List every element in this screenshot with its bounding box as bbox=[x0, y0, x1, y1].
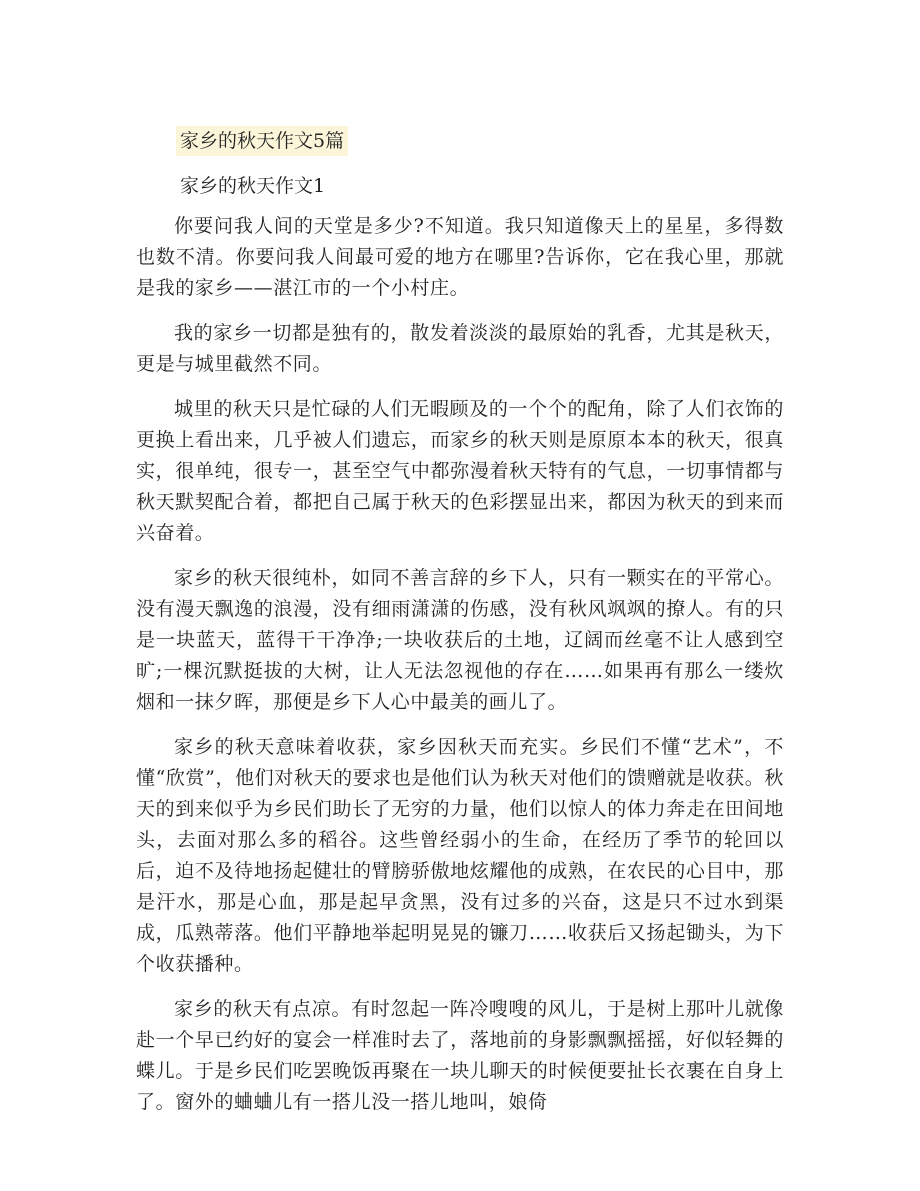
essay-subtitle: 家乡的秋天作文1 bbox=[180, 175, 326, 197]
paragraph: 你要问我人间的天堂是多少?不知道。我只知道像天上的星星，多得数也数不清。你要问我人间最可爱的地方在哪里?告诉你，它在我心里，那就是我的家乡——湛江市的一个小村庄。 bbox=[136, 215, 784, 299]
paragraph: 家乡的秋天有点凉。有时忽起一阵冷嗖嗖的风儿，于是树上那叶儿就像赴一个早已约好的宴会一样准时去了，落地前的身影飘飘摇摇，好似轻舞的蝶儿。于是乡民们吃罢晚饭再聚在一块儿聊天的时候便要扯长衣裹在自身上了。窗外的蛐蛐儿有一搭儿没一搭儿地叫，娘倚 bbox=[136, 998, 784, 1113]
essay-body bbox=[136, 211, 784, 1132]
document-title: 家乡的秋天作文5篇 bbox=[176, 126, 348, 156]
paragraph: 家乡的秋天很纯朴，如同不善言辞的乡下人，只有一颗实在的平常心。没有漫天飘逸的浪漫，没有细雨潇潇的伤感，没有秋风飒飒的撩人。有的只是一块蓝天，蓝得干干净净;一块收获后的土地，辽阔而丝毫不让人感到空旷;一棵沉默挺拔的大树，让人无法忽视他的存在……如果再有那么一缕炊烟和一抹夕晖，那便是乡下人心中最美的画儿了。 bbox=[136, 567, 784, 713]
paragraph: 城里的秋天只是忙碌的人们无暇顾及的一个个的配角，除了人们衣饰的更换上看出来，几乎被人们遗忘，而家乡的秋天则是原原本本的秋天，很真实，很单纯，很专一，甚至空气中都弥漫着秋天特有的气息，一切事情都与秋天默契配合着，都把自己属于秋天的色彩摆显出来，都因为秋天的到来而兴奋着。 bbox=[136, 398, 784, 544]
paragraph: 家乡的秋天意味着收获，家乡因秋天而充实。乡民们不懂“艺术”，不懂“欣赏”，他们对秋天的要求也是他们认为秋天对他们的馈赠就是收获。秋天的到来似乎为乡民们助长了无穷的力量，他们以惊人的体力奔走在田间地头，去面对那么多的稻谷。这些曾经弱小的生命，在经历了季节的轮回以后，迫不及待地扬起健壮的臂膀骄傲地炫耀他的成熟，在农民的心目中，那是汗水，那是心血，那是起早贪黑，没有过多的兴奋，这是只不过水到渠成，瓜熟蒂落。他们平静地举起明晃晃的镰刀……收获后又扬起锄头，为下个收获播种。 bbox=[136, 736, 784, 975]
paragraph: 我的家乡一切都是独有的，散发着淡淡的最原始的乳香，尤其是秋天，更是与城里截然不同。 bbox=[136, 322, 784, 375]
